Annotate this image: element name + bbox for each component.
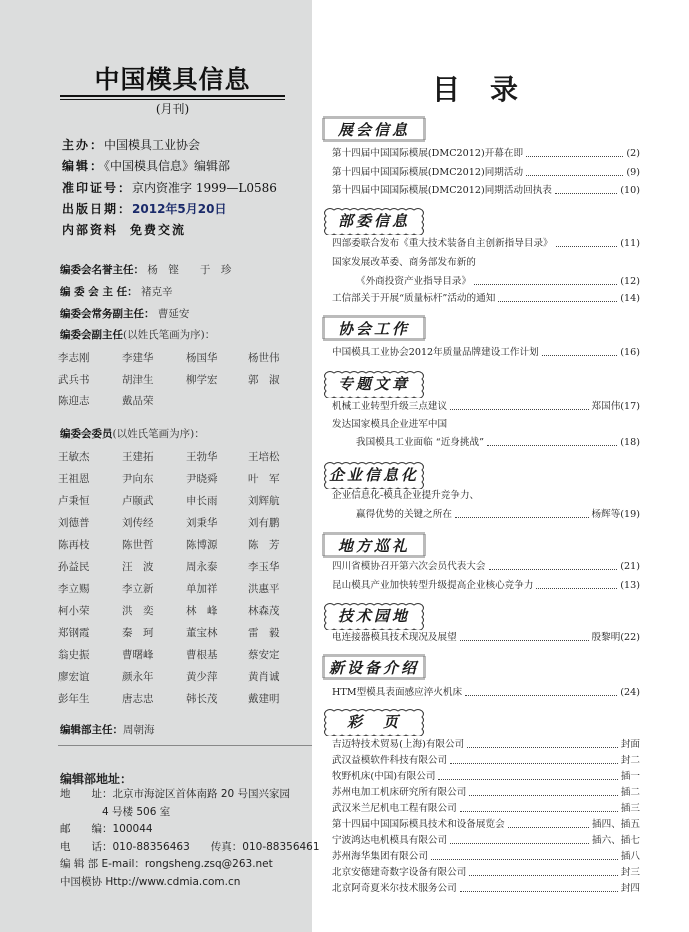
section-header-5 <box>322 461 426 487</box>
member-name: 刘有鹏 <box>248 517 280 529</box>
info-value: 京内资准字 1999—L0586 <box>132 181 277 195</box>
toc-entry-page: (11) <box>620 238 640 249</box>
toc-entry-page: (9) <box>626 167 640 178</box>
toc-entry-title: 第十四届中国国际模展(DMC2012)同期活动回执表 <box>332 185 552 196</box>
section-header-4 <box>322 370 426 396</box>
info-line <box>62 221 186 238</box>
toc-entry[interactable] <box>332 834 640 847</box>
member-name: 郑钢霞 <box>58 627 90 639</box>
member-name: 黄肖诚 <box>248 671 280 683</box>
member-name: 王敏杰 <box>58 451 90 463</box>
toc-entry-page: 郑国伟(17) <box>591 401 640 412</box>
toc-entry-page: (14) <box>620 293 640 304</box>
section-header-9 <box>322 708 426 734</box>
member-name: 申长雨 <box>186 495 218 507</box>
member-name: 颜永年 <box>122 671 154 683</box>
section-header-2 <box>322 207 426 233</box>
dot-leader <box>460 802 618 812</box>
toc-entry-title: 第十四届中国国际模展(DMC2012)开幕在即 <box>332 148 524 159</box>
vice-chairs-label: 编委会副主任 <box>60 329 123 341</box>
toc-entry[interactable] <box>332 850 640 863</box>
toc-entry[interactable] <box>332 738 640 751</box>
toc-title: 目录 <box>432 73 549 106</box>
dot-leader <box>460 631 589 641</box>
member-name: 王建拓 <box>122 451 154 463</box>
member-name: 董宝林 <box>186 627 218 639</box>
dot-leader <box>498 292 617 302</box>
honorary-chair <box>60 262 231 277</box>
dot-leader <box>460 882 618 892</box>
dot-leader <box>450 754 618 764</box>
member-name: 柯小荣 <box>58 605 90 617</box>
toc-entry[interactable] <box>332 346 640 359</box>
members-heading <box>60 426 205 441</box>
address-line: 4 号楼 506 室 <box>60 805 171 818</box>
member-name: 刘传经 <box>122 517 154 529</box>
dot-leader <box>438 770 617 780</box>
vice-chair-name: 杨国华 <box>186 352 218 364</box>
member-name: 卢秉恒 <box>58 495 90 507</box>
toc-entry-page: 插四、插五 <box>592 819 640 830</box>
info-value: 《中国模具信息》编辑部 <box>104 159 231 173</box>
vice-chair-name: 胡津生 <box>122 373 154 386</box>
honorary-chair-label: 编委会名誉主任： <box>60 264 144 276</box>
member-name: 雷 毅 <box>248 627 280 639</box>
section-header-label: 彩 页 <box>346 713 401 731</box>
member-name: 戴建明 <box>248 693 280 705</box>
member-name: 黄少萍 <box>186 671 218 683</box>
toc-entry-page: 插三 <box>620 803 640 814</box>
toc-entry-page: (24) <box>620 687 640 698</box>
member-name: 李立新 <box>122 583 154 595</box>
toc-entry-title: 四部委联合发布《重大技术装备自主创新指导目录》 <box>332 238 553 249</box>
vice-chair-name: 杨世伟 <box>248 352 280 364</box>
dot-leader <box>455 508 589 518</box>
toc-entry[interactable] <box>332 256 640 269</box>
toc-entry-page: (16) <box>620 347 640 358</box>
member-name: 孙益民 <box>58 561 90 573</box>
address-line: 邮 编：100044 <box>60 823 153 835</box>
toc-entry[interactable] <box>332 418 640 431</box>
toc-entry-title: 武汉米兰尼机电工程有限公司 <box>332 803 457 814</box>
member-name: 曹曙峰 <box>122 649 154 661</box>
member-name: 陈博源 <box>186 539 218 551</box>
toc-entry[interactable] <box>332 882 640 895</box>
section-header-label: 技术园地 <box>337 607 410 625</box>
member-name: 王祖恩 <box>58 473 90 485</box>
toc-entry[interactable] <box>332 166 640 179</box>
exec-vice-chair <box>60 306 189 321</box>
toc-entry-title: 四川省模协召开第六次会员代表大会 <box>332 561 486 572</box>
members-label: 编委会委员 <box>60 428 113 440</box>
toc-entry-title: 第十四届中国国际模展(DMC2012)同期活动 <box>332 167 524 178</box>
member-name: 陈再枝 <box>58 539 90 551</box>
vice-chairs-heading <box>60 327 215 342</box>
member-name: 彭年生 <box>58 693 90 705</box>
toc-entry[interactable] <box>332 818 640 831</box>
member-name: 李玉华 <box>248 561 280 573</box>
toc-entry-title: 第十四届中国国际模具技术和设备展览会 <box>332 819 505 830</box>
vice-chair-name: 柳学宏 <box>186 373 218 386</box>
dot-leader <box>431 850 618 860</box>
dot-leader <box>450 834 589 844</box>
toc-entry-title: 武汉益模软件科技有限公司 <box>332 755 448 766</box>
toc-entry[interactable] <box>332 754 640 767</box>
dot-leader <box>508 818 589 828</box>
exec-vice-chair-label: 编委会常务副主任： <box>60 308 155 320</box>
member-name: 周永泰 <box>186 561 218 573</box>
toc-entry-title: 昆山模具产业加快转型升级提高企业核心竞争力 <box>332 580 534 591</box>
member-name: 秦 珂 <box>122 627 154 639</box>
frequency-label: (月刊) <box>155 102 190 116</box>
member-name: 林森茂 <box>248 605 280 617</box>
dot-leader <box>469 866 618 876</box>
address-line: 中国模协 Http://www.cdmia.com.cn <box>60 875 241 888</box>
chair <box>60 284 172 299</box>
toc-entry-title: 北京安德建奇数字设备有限公司 <box>332 867 467 878</box>
info-value: 中国模具工业协会 <box>104 138 201 152</box>
dot-leader <box>450 400 588 410</box>
toc-entry[interactable] <box>332 866 640 879</box>
member-name: 单加祥 <box>186 583 218 595</box>
info-label: 主办： <box>62 138 105 152</box>
vice-chair-name: 武兵书 <box>58 373 90 386</box>
toc-entry-title: 《外商投资产业指导目录》 <box>356 276 472 287</box>
member-name: 唐志忠 <box>122 693 154 705</box>
magazine-title: 中国模具信息 <box>94 65 251 94</box>
dot-leader <box>556 237 618 247</box>
info-label: 内部资料 <box>62 223 119 237</box>
section-header-label: 新设备介绍 <box>328 659 419 677</box>
toc-entry-page: (18) <box>620 437 640 448</box>
toc-entry-page: (21) <box>620 561 640 572</box>
member-name: 王勃华 <box>186 451 218 463</box>
toc-entry-title: 电连接器模具技术现况及展望 <box>332 632 457 643</box>
vice-chair-name: 陈迎志 <box>58 395 90 407</box>
toc-entry-page: 封四 <box>620 883 640 894</box>
toc-entry-page: (12) <box>620 276 640 287</box>
toc-entry-page: 殷黎明(22) <box>591 632 640 643</box>
member-name: 王培松 <box>248 451 280 463</box>
info-label: 编辑： <box>62 159 105 173</box>
info-line <box>62 157 230 174</box>
toc-entry[interactable] <box>332 292 640 305</box>
toc-entry[interactable] <box>332 147 640 160</box>
toc-entry[interactable] <box>332 489 640 502</box>
toc-entry[interactable] <box>332 400 640 413</box>
toc-entry-page: 插二 <box>620 787 640 798</box>
vice-chair-name: 李建华 <box>122 352 154 364</box>
dot-leader <box>542 346 618 356</box>
address-line: 地 址：北京市海淀区首体南路 20 号国兴家园 <box>60 788 291 800</box>
toc-entry-title: 工信部关于开展“质量标杆”活动的通知 <box>332 293 496 304</box>
vice-chair-name: 郭 淑 <box>248 373 280 386</box>
section-header-6 <box>322 532 426 558</box>
toc-entry-title: 企业信息化-模具企业提升竞争力、 <box>332 490 480 501</box>
member-name: 刘辉航 <box>248 495 280 507</box>
toc-entry[interactable] <box>332 184 640 197</box>
member-name: 李立赐 <box>58 583 90 595</box>
member-name: 洪 奕 <box>122 605 154 617</box>
honorary-chair-names: 杨 铿 于 珍 <box>147 264 232 276</box>
toc-entry-page: (10) <box>620 185 640 196</box>
member-name: 尹晓舜 <box>186 473 218 485</box>
toc-entry-page: 封二 <box>620 755 640 766</box>
member-name: 叶 军 <box>248 473 280 485</box>
divider <box>58 745 312 746</box>
address-heading: 编辑部地址： <box>60 772 133 786</box>
chair-name: 褚克辛 <box>140 286 173 298</box>
info-line <box>62 200 226 217</box>
toc-entry-page: 杨辉等(19) <box>591 509 640 520</box>
member-name: 洪惠平 <box>248 583 280 595</box>
dot-leader <box>526 166 623 176</box>
toc-entry-title: 发达国家模具企业进军中国 <box>332 419 448 430</box>
editor-label: 编辑部主任： <box>60 724 123 736</box>
toc-entry-page: 插一 <box>620 771 640 782</box>
address-line: 电 话：010-88356463 传真：010-88356461 <box>60 840 320 853</box>
dot-leader <box>465 686 617 696</box>
toc-entry-page: (13) <box>620 580 640 591</box>
toc-entry-title: 国家发展改革委、商务部发布新的 <box>332 257 476 268</box>
member-name: 卢颐武 <box>122 495 154 507</box>
info-label: 准印证号： <box>62 181 133 195</box>
toc-entry[interactable] <box>332 508 640 521</box>
toc-entry-page: 插八 <box>620 851 640 862</box>
toc-entry-page: (2) <box>626 148 640 159</box>
toc-entry[interactable] <box>332 275 640 288</box>
toc-entry[interactable] <box>332 770 640 783</box>
dot-leader <box>474 275 617 285</box>
vice-chair-name: 李志刚 <box>58 352 90 364</box>
info-line <box>62 136 200 153</box>
address-line: 编 辑 部 E-mail：rongsheng.zsq@263.net <box>60 858 273 870</box>
toc-entry-title: 苏州电加工机床研究所有限公司 <box>332 787 467 798</box>
toc-entry[interactable] <box>332 686 640 699</box>
section-header-label: 企业信息化 <box>328 466 419 484</box>
dot-leader <box>487 436 617 446</box>
editor-in-chief <box>60 722 155 737</box>
info-label: 出版日期： <box>62 202 133 216</box>
toc-entry-title: 中国模具工业协会2012年质量品牌建设工作计划 <box>332 347 539 358</box>
section-header-1 <box>322 116 426 142</box>
toc-entry-title: 吉迈特技术贸易(上海)有限公司 <box>332 739 465 750</box>
member-name: 曹根基 <box>186 649 218 661</box>
section-header-label: 专题文章 <box>337 375 410 393</box>
toc-entry-page: 封三 <box>620 867 640 878</box>
toc-entry-title: 苏州海华集团有限公司 <box>332 851 428 862</box>
member-name: 林 峰 <box>186 605 218 617</box>
dot-leader <box>469 786 618 796</box>
members-note: (以姓氏笔画为序)： <box>112 428 205 440</box>
vice-chair-name: 戴品荣 <box>122 395 154 407</box>
toc-entry-title: 机械工业转型升级三点建议 <box>332 401 448 412</box>
dot-leader <box>526 147 623 157</box>
dot-leader <box>555 184 617 194</box>
toc-entry[interactable] <box>332 237 640 250</box>
member-name: 陈世哲 <box>122 539 154 551</box>
vice-chairs-note: (以姓氏笔画为序)： <box>123 329 216 341</box>
section-header-label: 协会工作 <box>337 320 410 338</box>
section-header-label: 地方巡礼 <box>337 537 410 555</box>
toc-entry[interactable] <box>332 631 640 644</box>
toc-entry-title: HTM型模具表面感应淬火机床 <box>332 687 463 698</box>
toc-entry-page: 封面 <box>620 739 640 750</box>
info-value: 免费交流 <box>130 223 187 237</box>
editor-name: 周朝海 <box>123 724 155 736</box>
toc-entry-title: 北京阿奇夏米尔技术服务公司 <box>332 883 457 894</box>
dot-leader <box>467 738 618 748</box>
toc-entry[interactable] <box>332 436 640 449</box>
member-name: 尹向东 <box>122 473 154 485</box>
toc-entry-title: 我国模具工业面临 “近身挑战” <box>356 437 484 448</box>
section-header-8 <box>322 654 426 680</box>
toc-entry[interactable] <box>332 786 640 799</box>
member-name: 刘秉华 <box>186 517 218 529</box>
member-name: 翁史振 <box>58 649 90 661</box>
toc-entry[interactable] <box>332 560 640 573</box>
dot-leader <box>489 560 618 570</box>
member-name: 刘德普 <box>58 517 90 529</box>
chair-label: 编 委 会 主 任： <box>60 286 138 298</box>
member-name: 陈 芳 <box>248 539 280 551</box>
section-header-3 <box>322 315 426 341</box>
toc-entry-title: 赢得优势的关键之所在 <box>356 509 452 520</box>
info-line <box>62 179 277 196</box>
toc-entry-title: 宁波鸿达电机模具有限公司 <box>332 835 448 846</box>
member-name: 廖宏谊 <box>58 671 90 683</box>
info-value: 2012年5月20日 <box>132 202 227 216</box>
section-header-7 <box>322 602 426 628</box>
member-name: 汪 波 <box>122 561 154 573</box>
toc-entry-page: 插六、插七 <box>592 835 640 846</box>
exec-vice-chair-name: 曹延安 <box>157 308 190 320</box>
member-name: 韩长茂 <box>186 693 218 705</box>
member-name: 蔡安定 <box>248 649 280 661</box>
toc-entry[interactable] <box>332 802 640 815</box>
section-header-label: 展会信息 <box>337 121 410 139</box>
section-header-label: 部委信息 <box>337 212 410 230</box>
dot-leader <box>536 579 617 589</box>
toc-entry[interactable] <box>332 579 640 592</box>
toc-entry-title: 牧野机床(中国)有限公司 <box>332 771 436 782</box>
